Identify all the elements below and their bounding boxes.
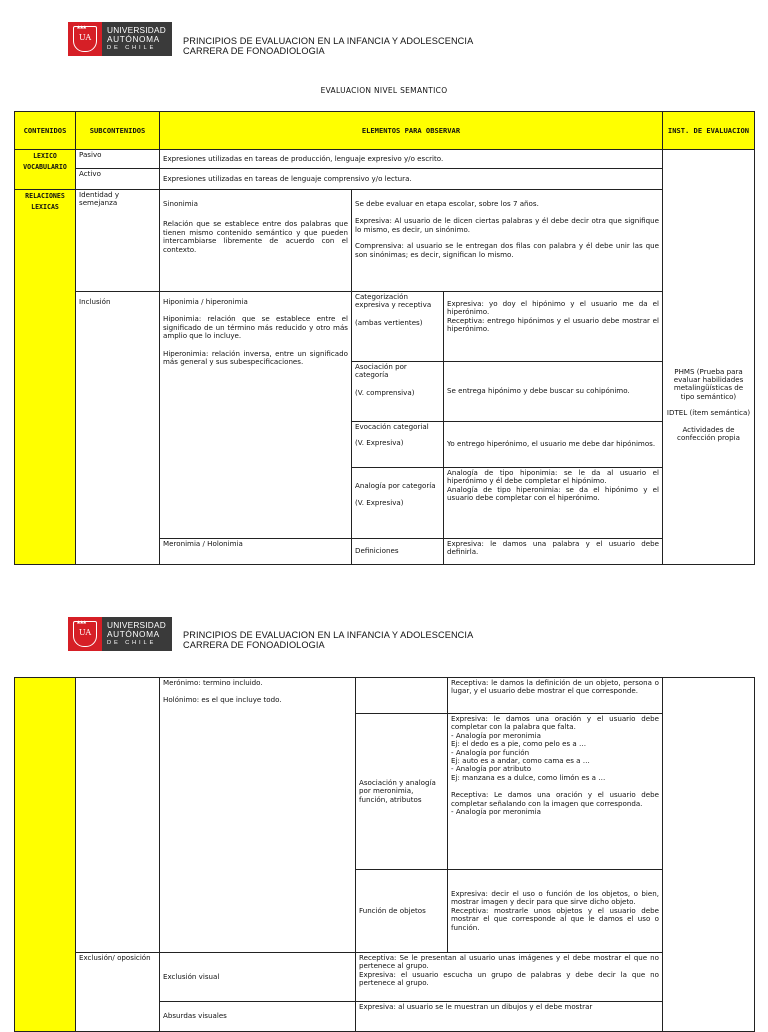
sinonimia-definition: Relación que se establece entre dos palabras que tienen mismo contenido semántico y que pueden intercambiarse libremente de acuerdo con el contexto. <box>163 219 348 254</box>
hiponimia-title: Hiponimia / hiperonimia <box>163 297 248 306</box>
asociacion-expresiva: Expresiva: le damos una oración y el usuario debe completar con la palabra que falta. - Analogía por meronimia Ej: el dedo es a pie, como pelo es a … - Analogía por función Ej: auto es a andar, como cama es a … - Analogía por atributo Ej: manzana es a dulce, como limón es a … <box>451 714 659 782</box>
hiperonimia-definition: Hiperonimia: relación inversa, entre un significado más general y sus subespecificaciones. <box>163 348 348 367</box>
relaciones-lexicas-cell: RELACIONES LEXICAS <box>15 190 76 565</box>
inst-evaluacion-cell <box>663 150 755 565</box>
categorizacion-cell <box>352 292 444 362</box>
evaluation-table-2 <box>14 677 755 1032</box>
categorizacion-note: (ambas vertientes) <box>355 317 423 327</box>
asociacion-text: Se entrega hipónimo y debe buscar su cohipónimo. <box>444 362 663 422</box>
identidad-cell: Identidad y semejanza <box>76 190 160 292</box>
definiciones-cell: Definiciones <box>352 539 444 565</box>
logo-line1: UNIVERSIDAD <box>107 620 166 630</box>
header-elementos: ELEMENTOS PARA OBSERVAR <box>160 112 663 150</box>
definiciones-text: Expresiva: le damos una palabra y el usuario debe definirla. <box>444 539 663 565</box>
asociacion-label: Asociación por categoría <box>355 362 407 380</box>
exclusion-cell: Exclusión/ oposición <box>76 953 160 1032</box>
evocacion-text: Yo entrego hiperónimo, el usuario me debe dar hipónimos. <box>444 422 663 468</box>
evocacion-label: Evocación categorial <box>355 422 429 431</box>
header-line2: CARRERA DE FONOADIOLOGIA <box>183 640 325 650</box>
crest-icon: ▲▲▲ <box>77 619 87 624</box>
inclusion-continued <box>76 678 160 953</box>
crest-icon: ▲▲▲ <box>77 24 87 29</box>
logo-line2: AUTÓNOMA <box>107 629 160 640</box>
meronimia-cell: Meronimia / Holonimia <box>160 539 352 565</box>
header-contenidos: CONTENIDOS <box>15 112 76 150</box>
logo-line2: AUTÓNOMA <box>107 34 160 45</box>
lexico-vocabulario-cell: LEXICO VOCABULARIO <box>15 150 76 190</box>
funcion-objetos-text: Expresiva: decir el uso o función de los objetos, o bien, mostrar imagen y decir para que sirve dicho objeto. Receptiva: mostrarle unos objetos y el usuario debe mostrar el que corresponde al que le damos el uso o función. <box>448 870 663 953</box>
inst-idtel: IDTEL (ítem semántica) <box>666 408 751 418</box>
absurdas-visuales-cell: Absurdas visuales <box>160 1002 356 1032</box>
asociacion-analogia-cell: Asociación y analogía por meronimia, función, atributos <box>356 714 448 870</box>
receptiva-text: Receptiva: le damos la definición de un objeto, persona o lugar, y el usuario debe mostrar el que corresponde. <box>448 678 663 714</box>
asociacion-receptiva: Receptiva: Le damos una oración y el usuario debe completar señalando con la imagen que corresponda. - Analogía por meronimia <box>451 790 659 817</box>
inst-actividades: Actividades de confección propia <box>677 424 740 443</box>
exclusion-visual-text: Receptiva: Se le presentan al usuario unas imágenes y el debe mostrar el que no pertenece al grupo. Expresiva: el usuario escucha un grupo de palabras y debe decir la que no pertenece al grupo. <box>356 953 663 1002</box>
evaluation-table-1 <box>14 111 755 565</box>
meronimo-cell <box>160 678 356 953</box>
receptiva-blank <box>356 678 448 714</box>
evocacion-note: (V. Expresiva) <box>355 438 404 448</box>
sinonimia-eval-1: Se debe evaluar en etapa escolar, sobre los 7 años. <box>355 199 539 208</box>
sinonimia-cell <box>160 190 352 292</box>
sinonimia-evaluation-cell <box>352 190 663 292</box>
asociacion-categoria-cell <box>352 362 444 422</box>
exclusion-visual-cell: Exclusión visual <box>160 953 356 1002</box>
analogia-note: (V. Expresiva) <box>355 498 404 508</box>
evocacion-cell <box>352 422 444 468</box>
page-title: EVALUACION NIVEL SEMANTICO <box>320 86 448 95</box>
meronimo-text: Merónimo: termino incluido. <box>163 678 263 687</box>
activo-cell: Activo <box>76 169 160 190</box>
analogia-label: Analogía por categoría <box>355 481 436 490</box>
university-logo <box>68 22 172 56</box>
hiponimia-definition: Hiponimia: relación que se establece entre el significado de un término más reducido y otro más amplio que lo incluye. <box>163 314 348 341</box>
sinonimia-eval-2: Expresiva: Al usuario de le dicen ciertas palabras y él debe decir otra que signifique lo mismo, es decir, un sinónimo. <box>355 216 659 234</box>
asociacion-note: (V. comprensiva) <box>355 387 415 397</box>
logo-line1: UNIVERSIDAD <box>107 25 166 35</box>
pasivo-text: Expresiones utilizadas en tareas de producción, lenguaje expresivo y/o escrito. <box>160 150 663 169</box>
header-line1: PRINCIPIOS DE EVALUACION EN LA INFANCIA Y ADOLESCENCIA <box>183 36 474 46</box>
logo-line3: DE CHILE <box>107 44 157 51</box>
categorizacion-text: Expresiva: yo doy el hipónimo y el usuario me da el hiperónimo. Receptiva: entrego hipónimos y el usuario debe mostrar el hiperónimo. <box>444 292 663 362</box>
header-line2: CARRERA DE FONOADIOLOGIA <box>183 46 325 56</box>
shield-icon: UA <box>73 26 97 52</box>
shield-icon: UA <box>73 621 97 647</box>
inst-continued <box>663 678 755 1032</box>
activo-text: Expresiones utilizadas en tareas de lenguaje comprensivo y/o lectura. <box>160 169 663 190</box>
categorizacion-label: Categorización expresiva y receptiva <box>355 292 432 310</box>
sinonimia-eval-3: Comprensiva: al usuario se le entregan dos filas con palabra y él debe unir las que son sinónimas; es decir, significan lo mismo. <box>355 241 659 259</box>
university-logo-page2 <box>68 617 172 651</box>
absurdas-visuales-text: Expresiva: al usuario se le muestran un dibujos y el debe mostrar <box>356 1002 663 1032</box>
logo-line3: DE CHILE <box>107 639 157 646</box>
relaciones-lexicas-continued <box>15 678 76 1032</box>
inclusion-cell: Inclusión <box>76 292 160 565</box>
holonimo-text: Holónimo: es el que incluye todo. <box>163 695 282 705</box>
header-subcontenidos: SUBCONTENIDOS <box>76 112 160 150</box>
page-header <box>183 36 473 56</box>
asociacion-analogia-text <box>448 714 663 870</box>
hiponimia-cell <box>160 292 352 539</box>
sinonimia-title: Sinonimia <box>163 199 199 208</box>
header-inst: INST. DE EVALUACION <box>663 112 755 150</box>
analogia-categoria-cell <box>352 468 444 539</box>
analogia-text: Analogía de tipo hiponimia: se le da al usuario el hiperónimo y él debe completar el hipónimo. Analogía de tipo hiperonimia: se da el hipónimo y el usuario debe completar con el hiperónimo. <box>444 468 663 539</box>
header-line1: PRINCIPIOS DE EVALUACION EN LA INFANCIA Y ADOLESCENCIA <box>183 630 474 640</box>
pasivo-cell: Pasivo <box>76 150 160 169</box>
funcion-objetos-cell: Función de objetos <box>356 870 448 953</box>
inst-phms: PHMS (Prueba para evaluar habilidades metalingüísticas de tipo semántico) <box>673 366 744 401</box>
page-header-2 <box>183 630 473 650</box>
